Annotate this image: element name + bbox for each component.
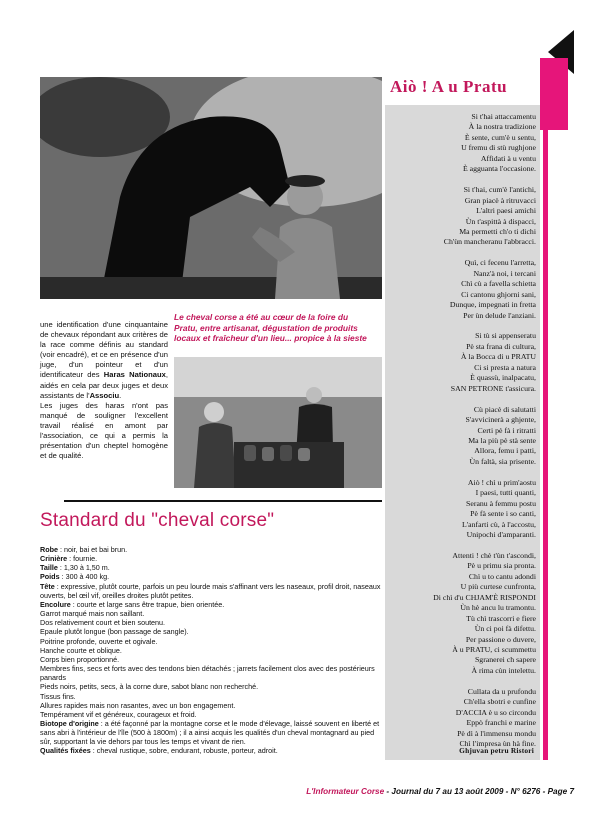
standard-item-label: Tête (40, 581, 55, 591)
poem-stanza (388, 478, 536, 541)
poem-line: Dunque, impegnati in fretta (449, 300, 536, 310)
poem-line: Affidati à u ventu (480, 153, 536, 163)
poem-line: D'ACCIA è u so circondu (455, 707, 536, 717)
poem-line: À la nostra tradizione (468, 122, 536, 132)
standard-item-text: : 1,30 à 1,50 m. (57, 563, 110, 573)
poem-stanza (388, 551, 536, 676)
poem-line: Quì, ci fecenu l'arretta, (464, 258, 536, 268)
standard-item-text: Corps bien proportionné. (40, 654, 120, 664)
poem-line: Pè dì à l'immensu mondu (457, 728, 536, 738)
standard-title: Standard du "cheval corse" (40, 510, 275, 531)
standard-item-label: Qualités fixées (40, 746, 91, 756)
poem-line: Pè fà sente i so canti, (470, 509, 536, 519)
poem-stanza (388, 405, 536, 468)
poem-line: Si t'hai attaccamentu (471, 112, 536, 121)
standard-item-text: : 300 à 400 kg. (59, 572, 110, 582)
standard-item (40, 664, 382, 682)
poem-text (388, 112, 536, 760)
standard-item-text: Tempérament vif et généreux, courageux et froid. (40, 709, 197, 719)
poem-stanza (388, 687, 536, 750)
poem-line: Ci si presta a natura (474, 362, 536, 372)
poem-line: L'altri paesi amichi (476, 206, 536, 216)
page-footer (40, 787, 574, 796)
poem-line: Chì u to cantu adondi (468, 571, 536, 581)
poem-line: È sente, cum'è u sentu, (464, 132, 536, 142)
standard-item-text: : noir, bai et bai brun. (57, 545, 128, 554)
article-paragraph-1 (40, 320, 168, 401)
standard-item-label: Poids (40, 572, 60, 582)
standard-item (40, 545, 382, 554)
poem-line: È quassù, inalpacatu, (470, 373, 536, 383)
standard-item-label: Taille (40, 563, 58, 573)
standard-item-text: : expressive, plutôt courte, parfois un peu lourde mais s'affinant vers les naseaux, profil droit, naseaux ouverts, bel œil vif, oreilles droites plutôt petites. (40, 581, 381, 600)
standard-item (40, 655, 382, 664)
poem-line: Ma permetti ch'o ti dichi (459, 226, 536, 236)
standard-item-text: Tissus fins. (40, 691, 76, 701)
poem-line: Pè sta frana di cultura, (466, 341, 536, 351)
article-text-part: une identification d'une cinquantaine de chevaux répondant aux critères de la race comme définis au standard (voir encadré), et ce en présence d'un juge, d'un pointeur et d'un identificateur des (40, 320, 168, 380)
standard-list (40, 545, 382, 756)
standard-item (40, 746, 382, 755)
poem-line: Gran piacè à ritruvacci (464, 195, 536, 205)
poem-line: Per ùn delude l'anziani. (463, 310, 536, 320)
poem-line: Cullata da u prufondu (467, 686, 536, 696)
standard-item-text: Garrot marqué mais non saillant. (40, 609, 145, 619)
poem-line: Allora, femu i patti, (474, 446, 536, 456)
standard-item-text: : a été façonné par la montagne corse et le mode d'élevage, laissé souvent en liberté et sans abri à l'intérieur de l'île (500 à 1800m) ; il a ainsi acquis les qualités d'un cheval montagnard au pied sûr, supportant la vie dehors par tous les temps et vivant de rien. (40, 718, 380, 747)
standard-item-text: Poitrine profonde, ouverte et ogivale. (40, 636, 158, 646)
article-text (40, 320, 168, 461)
poem-line: À u PRATU, ci scummettu (452, 645, 536, 655)
standard-item-label: Encolure (40, 599, 71, 609)
standard-item-text: Dos relativement court et bien soutenu. (40, 618, 166, 628)
poem-line: È agguanta l'occasione. (462, 164, 536, 174)
standard-item-label: Robe (40, 545, 58, 554)
standard-item (40, 637, 382, 646)
photo-caption-text: Le cheval corse a été au cœur de la foire du Pratu, entre artisanat, dégustation de produits locaux et fraîcheur d'un lieu... propice à la sieste (174, 312, 367, 343)
poem-line: U fremu di stù rughjone (461, 143, 536, 153)
standard-item-label: Biotope d'origine (40, 718, 99, 728)
standard-item (40, 692, 382, 701)
poem-line: Ùn ci poi fà difettu. (474, 624, 536, 634)
poem-line: Si t'hai, cum'è l'antichi, (463, 185, 536, 195)
photo-horse-handler-art (40, 77, 382, 299)
standard-item (40, 646, 382, 655)
footer-issue: - Journal du 7 au 13 août 2009 - N° 6276 - Page 7 (384, 787, 574, 796)
poem-stanza (388, 185, 536, 248)
poem-line: Ùn t'aspittà à dispacci, (465, 216, 536, 226)
standard-item-text: : cheval rustique, sobre, endurant, robuste, porteur, adroit. (90, 746, 278, 756)
poem-line: Per passione o duvere, (465, 634, 536, 644)
poem-line: Si tù si appenseratu (475, 331, 536, 341)
article-text-part: . (119, 390, 122, 400)
poem-line: Ma la più pè stà sente (468, 435, 536, 445)
standard-item (40, 618, 382, 627)
standard-item-text: : courte et large sans être trapue, bien orientée. (70, 599, 225, 609)
poem-line: Ùn faltà, sia prisente. (469, 456, 536, 466)
standard-item (40, 710, 382, 719)
poem-line: S'avvicinerà a ghjente, (465, 415, 536, 425)
poem-line: Seranu à femmu postu (466, 498, 536, 508)
poem-stanza (388, 331, 536, 394)
photo-market-stand-art (174, 357, 382, 488)
poem-line: SAN PETRONE t'assicura. (450, 383, 536, 393)
article-paragraph-2: Les juges des haras n'ont pas manqué de souligner l'excellent travail réalisé en amont par l'association, ce qui a permis la présentation d'un cheptel homogène et de qualité. (40, 400, 168, 461)
standard-item (40, 701, 382, 710)
footer-publication: L'Informateur Corse (306, 787, 385, 796)
poem-line: Sgranerei ch sapere (474, 655, 536, 665)
poem-line: À rima cùn intelettu. (471, 665, 536, 675)
poem-line: Unipochi d'amparanti. (466, 530, 536, 540)
standard-item (40, 600, 382, 609)
poem-stanza (388, 258, 536, 321)
standard-item (40, 682, 382, 691)
poem-line: Di chì d'u CHJAM'È RISPONDI (433, 592, 536, 602)
article-text-part: , aidés en cela par deux juges et deux assistants de l' (40, 370, 168, 400)
accent-bar (543, 75, 548, 760)
poem-line: Eppò franchi e marine (466, 718, 536, 728)
poem-line: Ch'ella sbotri e cunfine (463, 697, 536, 707)
poem-line: Attenti ! chè t'ùn t'ascondi, (452, 550, 536, 560)
poem-author: Ghjuvan petru Ristori (459, 746, 534, 755)
poem-line: À la Bocca di u PRATU (460, 352, 536, 362)
standard-item (40, 554, 382, 563)
standard-item (40, 609, 382, 618)
article-bold-associu: Associu (89, 390, 120, 400)
standard-item-text: : fournie. (67, 554, 98, 564)
poem-line: U più curtese cunfronta, (460, 582, 536, 592)
poem-line: I paesi, tutti quanti, (475, 488, 536, 498)
photo-caption (174, 312, 374, 344)
poem-line: Nanz'à noi, i tercani (473, 268, 536, 278)
standard-item (40, 582, 382, 600)
photo-market-stand (174, 357, 382, 488)
poem-line: Ch'ùn mancheranu l'abbracci. (443, 237, 536, 247)
poem-line: Cù piacè di salutatti (473, 404, 536, 414)
standard-item (40, 719, 382, 746)
poem-line: Ci cantonu ghjorni sani, (461, 289, 536, 299)
poem-line: Chì l'impresa ùn hà fine. (459, 739, 536, 749)
standard-item (40, 572, 382, 581)
poem-line: L'anfarti cù, à l'accostu, (461, 519, 536, 529)
photo-horse-handler (40, 77, 382, 299)
standard-item-text: Pieds noirs, petits, secs, à la corne dure, sabot blanc non recherché. (40, 682, 259, 692)
article-bold-haras: Haras Nationaux (103, 370, 166, 380)
poem-stanza (388, 112, 536, 175)
poem-line: Aiò ! chì u prim'aostu (467, 477, 536, 487)
standard-item-text: Allures rapides mais non rasantes, avec un bon engagement. (40, 700, 236, 710)
standard-item-text: Membres fins, secs et forts avec des tendons bien détachés ; jarrets facilement clos avec des postérieurs panards (40, 664, 375, 683)
standard-item-label: Crinière (40, 554, 68, 564)
poem-title: Aiò ! A u Pratu (390, 77, 508, 96)
standard-item-text: Epaule plutôt longue (bon passage de sangle). (40, 627, 189, 637)
standard-item-text: Hanche courte et oblique. (40, 645, 122, 655)
poem-line: Chì cù a favella schietta (461, 279, 536, 289)
poem-line: Ùn hè ancu lu tramontu. (460, 603, 536, 613)
standard-item (40, 563, 382, 572)
standard-item (40, 627, 382, 636)
poem-line: Pè u primu sia pronta. (467, 561, 536, 571)
poem-line: Certi pè fà i ritratti (477, 425, 536, 435)
section-divider (64, 500, 382, 502)
poem-line: Tù chì trascorri e fiere (466, 613, 536, 623)
